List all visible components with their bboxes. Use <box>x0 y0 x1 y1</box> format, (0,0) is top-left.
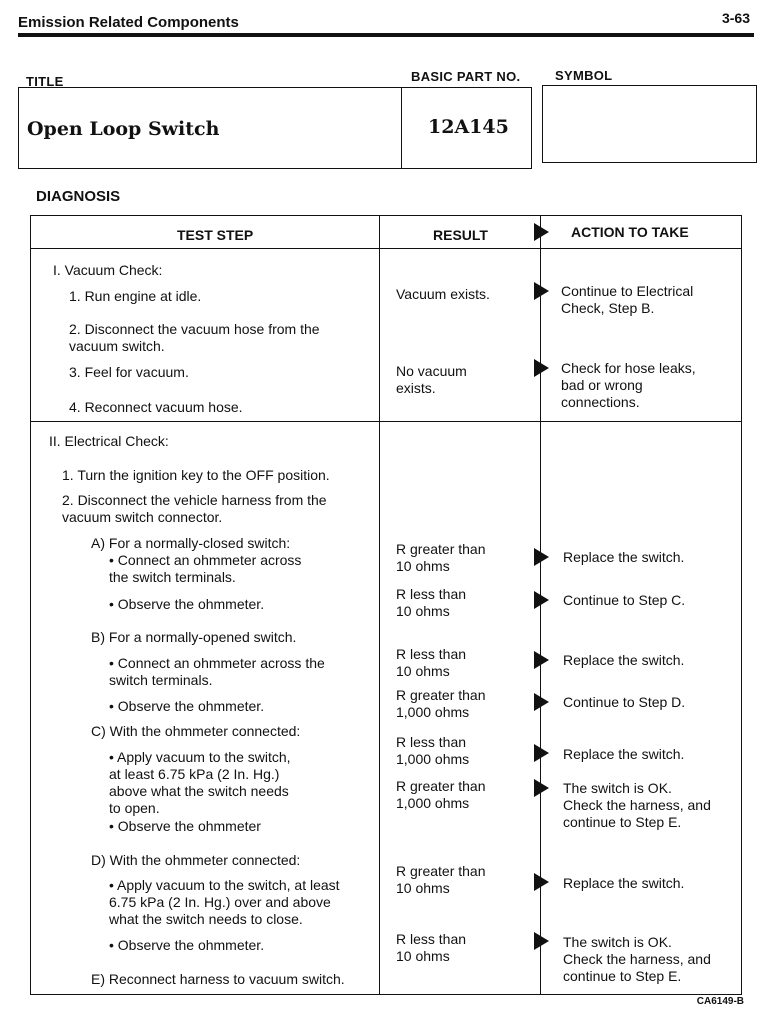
diagnosis-heading: DIAGNOSIS <box>36 188 121 205</box>
action-arrow-icon <box>534 693 549 711</box>
title-box-divider <box>401 87 402 169</box>
step-item: 1. Turn the ignition key to the OFF position. <box>62 467 330 483</box>
symbol-label: SYMBOL <box>555 68 613 83</box>
action-arrow-icon <box>534 744 549 762</box>
component-title: Open Loop Switch <box>27 118 220 140</box>
step-item: 1. Run engine at idle. <box>69 288 202 304</box>
header-arrow-icon <box>534 223 549 241</box>
basic-part-no-label: BASIC PART NO. <box>411 69 521 84</box>
result-cell: R less than 10 ohms <box>396 586 467 619</box>
result-cell: No vacuum exists. <box>396 363 467 396</box>
action-cell: The switch is OK. Check the harness, and continue to Step E. <box>563 934 711 984</box>
action-cell: Replace the switch. <box>563 746 685 762</box>
step-bullet: • Apply vacuum to the switch, at least 6.75 kPa (2 In. Hg.) over and above what the switch needs to close. <box>109 877 340 927</box>
header-test-step: TEST STEP <box>177 227 254 243</box>
step-bullet: • Observe the ohmmeter <box>109 818 261 834</box>
symbol-box <box>542 85 757 163</box>
header-row-divider <box>31 248 741 249</box>
step-bullet: • Apply vacuum to the switch, at least 6.75 kPa (2 In. Hg.) above what the switch needs to open. <box>109 749 291 816</box>
result-cell: R greater than 10 ohms <box>396 863 486 896</box>
action-cell: Continue to Step C. <box>563 592 686 608</box>
result-cell: R greater than 1,000 ohms <box>396 687 486 720</box>
step-bullet: • Observe the ohmmeter. <box>109 937 265 953</box>
column-divider-result <box>379 216 380 994</box>
action-cell: Replace the switch. <box>563 652 685 668</box>
result-cell: R less than 1,000 ohms <box>396 734 470 767</box>
action-arrow-icon <box>534 651 549 669</box>
step-bullet: • Observe the ohmmeter. <box>109 596 265 612</box>
action-cell: Replace the switch. <box>563 549 685 565</box>
diagnosis-table <box>30 215 742 995</box>
step-substep: B) For a normally-opened switch. <box>91 629 297 645</box>
step-substep: C) With the ohmmeter connected: <box>91 723 301 739</box>
step-bullet: • Connect an ohmmeter across the switch terminals. <box>109 655 325 688</box>
action-cell: Replace the switch. <box>563 875 685 891</box>
step-item: 4. Reconnect vacuum hose. <box>69 399 243 415</box>
title-label: TITLE <box>26 74 64 89</box>
result-cell: R less than 10 ohms <box>396 931 467 964</box>
result-cell: R greater than 10 ohms <box>396 541 486 574</box>
step-bullet: • Observe the ohmmeter. <box>109 698 265 714</box>
step-item: 3. Feel for vacuum. <box>69 364 189 380</box>
action-arrow-icon <box>534 548 549 566</box>
action-cell: Continue to Step D. <box>563 694 686 710</box>
step-substep: D) With the ohmmeter connected: <box>91 852 301 868</box>
step-bullet: • Connect an ohmmeter across the switch terminals. <box>109 552 302 585</box>
result-cell: R less than 10 ohms <box>396 646 467 679</box>
section-divider <box>31 421 741 422</box>
figure-id: CA6149-B <box>696 996 744 1007</box>
step-vacuum-check: I. Vacuum Check: <box>53 262 163 278</box>
action-arrow-icon <box>534 359 549 377</box>
part-number: 12A145 <box>428 116 509 138</box>
result-cell: R greater than 1,000 ohms <box>396 778 486 811</box>
header-result: RESULT <box>433 227 488 243</box>
step-item: 2. Disconnect the vehicle harness from the vacuum switch connector. <box>62 492 327 525</box>
action-arrow-icon <box>534 932 549 950</box>
action-cell: Check for hose leaks, bad or wrong connections. <box>561 360 696 410</box>
action-cell: Continue to Electrical Check, Step B. <box>561 283 694 316</box>
step-item: 2. Disconnect the vacuum hose from the vacuum switch. <box>69 321 320 354</box>
action-arrow-icon <box>534 282 549 300</box>
header-rule <box>18 33 754 37</box>
step-substep: E) Reconnect harness to vacuum switch. <box>91 971 345 987</box>
action-cell: The switch is OK. Check the harness, and continue to Step E. <box>563 780 711 830</box>
action-arrow-icon <box>534 779 549 797</box>
step-substep: A) For a normally-closed switch: <box>91 535 291 551</box>
step-electrical-check: II. Electrical Check: <box>49 433 169 449</box>
action-arrow-icon <box>534 873 549 891</box>
section-title: Emission Related Components <box>18 14 239 31</box>
header-action: ACTION TO TAKE <box>571 224 689 240</box>
result-cell: Vacuum exists. <box>396 286 490 302</box>
action-arrow-icon <box>534 591 549 609</box>
page-number: 3-63 <box>721 10 750 26</box>
